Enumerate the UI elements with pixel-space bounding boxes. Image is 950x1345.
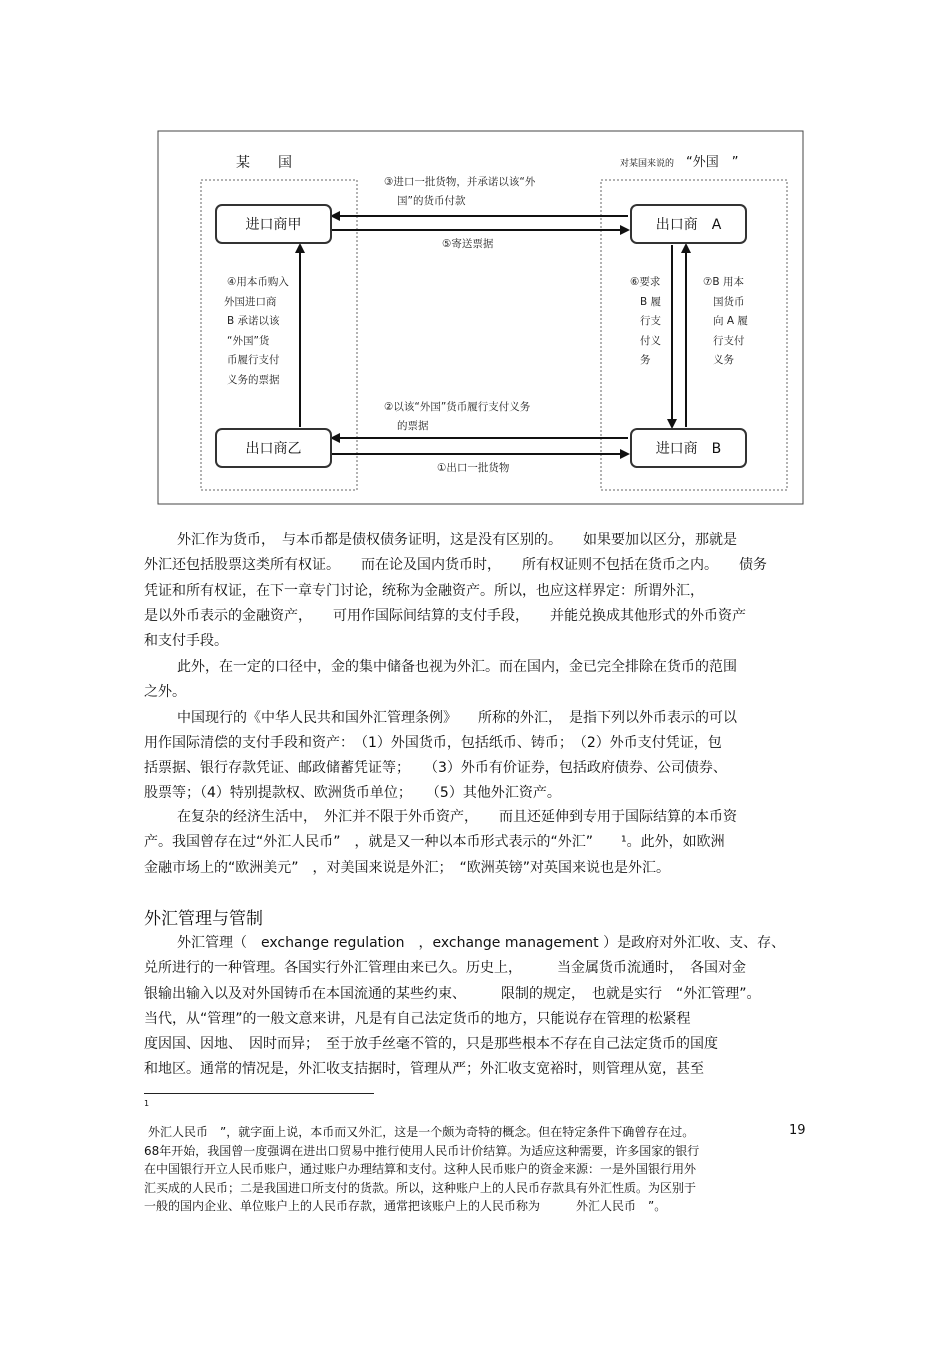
step4-line: B 承诺以该 bbox=[227, 315, 280, 327]
text-line: 凭证和所有权证，在下一章专门讨论，统称为金融资产。所以，也应这样界定：所谓外汇， bbox=[144, 583, 704, 599]
text-line: 金融市场上的“欧洲美元” ，对美国来说是外汇； “欧洲英镑”对英国来说也是外汇。 bbox=[144, 860, 671, 876]
footnote-line: 在中国银行开立人民币账户，通过账户办理结算和支付。这种人民币账户的资金来源：一是外国银行用外 bbox=[144, 1162, 697, 1176]
diagram-lines bbox=[0, 0, 950, 520]
step7-line: 行支付 bbox=[713, 334, 745, 347]
step3-label-line1: ③进口一批货物，并承诺以该“外 bbox=[384, 176, 536, 188]
step5-label: ⑤寄送票据 bbox=[442, 238, 494, 250]
text-line: 当代，从“管理”的一般文意来讲，凡是有自己法定货币的地方，只能说存在管理的松紧程 bbox=[144, 1011, 691, 1027]
step4-label bbox=[224, 273, 289, 390]
exporter-yi-box: 出口商乙 bbox=[215, 428, 332, 468]
step4-line: 义务的票据 bbox=[227, 373, 280, 386]
footnote-marker: 1 bbox=[144, 1099, 150, 1108]
footnote-line: 汇买成的人民币；二是我国进口所支付的货款。所以，这种账户上的人民币存款具有外汇性质。为区别于 bbox=[144, 1181, 697, 1195]
text-line: 中国现行的《中华人民共和国外汇管理条例》 所称的外汇， 是指下列以外币表示的可以 bbox=[177, 710, 737, 726]
text-line: 股票等；（4）特别提款权、欧洲货币单位； （5）其他外汇资产。 bbox=[144, 785, 561, 801]
text-line: 外汇还包括股票这类所有权证。 而在论及国内货币时， 所有权证则不包括在货币之内。 债务 bbox=[144, 557, 767, 573]
text-line: 兑所进行的一种管理。各国实行外汇管理由来已久。历史上， 当金属货币流通时， 各国对金 bbox=[144, 960, 746, 976]
step2-label-line2: 的票据 bbox=[397, 420, 429, 432]
text-line: 外汇作为货币， 与本币都是债权债务证明，这是没有区别的。 如果要加以区分，那就是 bbox=[177, 532, 737, 548]
step6-line: B 履 bbox=[640, 295, 662, 308]
importer-b-box: 进口商 B bbox=[630, 428, 747, 468]
step7-line: 国货币 bbox=[713, 295, 745, 308]
step3-label-line2: 国”的货币付款 bbox=[397, 195, 466, 207]
step7-line: 向 A 履 bbox=[713, 315, 748, 327]
step1-label: ①出口一批货物 bbox=[437, 462, 510, 474]
text-line: 括票据、银行存款凭证、邮政储蓄凭证等； （3）外币有价证券，包括政府债券、公司债券、 bbox=[144, 760, 727, 776]
step2-label-line1: ②以该“外国”货币履行支付义务 bbox=[384, 401, 531, 413]
step6-line: ⑥要求 bbox=[630, 276, 661, 288]
text-line: 和支付手段。 bbox=[144, 633, 228, 649]
step7-label bbox=[703, 273, 748, 371]
footnote-line: 68年开始，我国曾一度强调在进出口贸易中推行使用人民币计价结算。为适应这种需要，许多国家的银行 bbox=[144, 1144, 700, 1158]
footnote-line: 一般的国内企业、单位账户上的人民币存款，通常把该账户上的人民币称为 外汇人民币 ”。 bbox=[144, 1199, 667, 1213]
step4-line: 外国进口商 bbox=[224, 295, 277, 308]
foreign-country-caption: 对某国来说的 bbox=[620, 159, 675, 169]
text-line: 银输出输入以及对外国铸币在本国流通的某些约束、 限制的规定， 也就是实行 “外汇管理”。 bbox=[144, 986, 761, 1002]
text-line: 外汇管理（ exchange regulation ，exchange management ）是政府对外汇收、支、存、 bbox=[177, 935, 786, 951]
text-line: 是以外币表示的金融资产， 可用作国际间结算的支付手段， 并能兑换成其他形式的外币资产 bbox=[144, 608, 746, 624]
text-line: 和地区。通常的情况是，外汇收支拮据时，管理从严；外汇收支宽裕时，则管理从宽，甚至 bbox=[144, 1061, 704, 1077]
step7-line: 义务 bbox=[713, 354, 734, 366]
foreign-country-label: “外国 ” bbox=[686, 155, 739, 170]
exporter-a-box: 出口商 A bbox=[630, 204, 747, 244]
importer-jia-box: 进口商甲 bbox=[215, 204, 332, 244]
text-line: 用作国际清偿的支付手段和资产： （1）外国货币，包括纸币、铸币； （2）外币支付凭证，包 bbox=[144, 735, 722, 751]
flow-diagram bbox=[0, 0, 950, 520]
step7-line: ⑦B 用本 bbox=[703, 276, 744, 288]
step6-label bbox=[630, 273, 662, 371]
page-number: 19 bbox=[789, 1123, 806, 1138]
step4-line: “外国”货 bbox=[227, 334, 270, 347]
country-label: 某 国 bbox=[236, 155, 292, 171]
step4-line: 币履行支付 bbox=[227, 354, 280, 366]
step4-line: ④用本币购入 bbox=[227, 276, 289, 288]
footnote-separator bbox=[144, 1093, 374, 1094]
text-line: 在复杂的经济生活中， 外汇并不限于外币资产， 而且还延伸到专用于国际结算的本币资 bbox=[177, 809, 737, 825]
step6-line: 行支 bbox=[640, 315, 661, 327]
step6-line: 务 bbox=[640, 354, 651, 366]
text-line: 产。我国曾存在过“外汇人民币” ，就是又一种以本币形式表示的“外汇” ¹。此外，如欧洲 bbox=[144, 834, 725, 850]
section-heading: 外汇管理与管制 bbox=[144, 909, 263, 929]
text-line: 之外。 bbox=[144, 684, 186, 700]
text-line: 此外，在一定的口径中，金的集中储备也视为外汇。而在国内，金已完全排除在货币的范围 bbox=[177, 659, 737, 675]
step6-line: 付义 bbox=[640, 334, 661, 347]
footnote-first-line: 外汇人民币 ”，就字面上说，本币而又外汇，这是一个颇为奇特的概念。但在特定条件下确曾存在过。 bbox=[148, 1125, 695, 1139]
text-line: 度因国、因地、 因时而异； 至于放手丝毫不管的，只是那些根本不存在自己法定货币的国度 bbox=[144, 1036, 718, 1052]
